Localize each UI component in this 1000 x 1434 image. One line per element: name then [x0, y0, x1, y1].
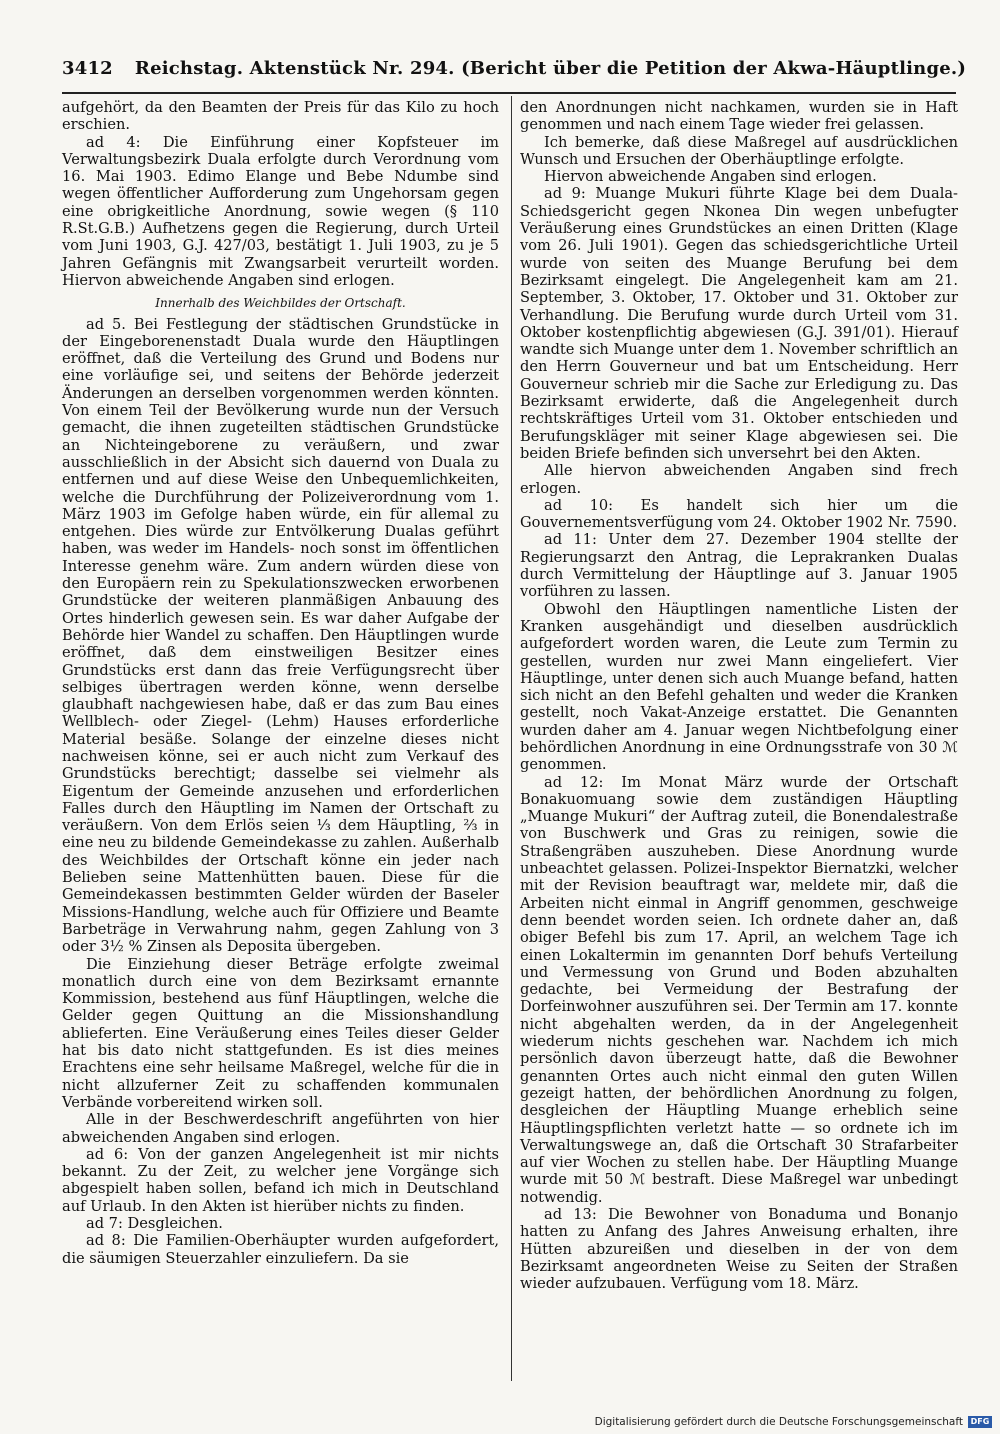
footer [595, 1416, 992, 1428]
paragraph: ad 5. Bei Festlegung der städtischen Grundstücke in der Eingeborenenstadt Duala wurde den Häuptlingen eröffnet, daß die Verteilung des Grund und Bodens nur eine vorläufige sei, und seitens der Behörde jederzeit Änderungen an derselben vorgenommen werden könnten. Von einem Teil der Bevölkerung wurde nun der Versuch gemacht, die ihnen zugeteilten städtischen Grundstücke an Nichteingeborene zu veräußern, und zwar ausschließlich in der Absicht sich dauernd von Duala zu entfernen und auf diese Weise den Unbequemlichkeiten, welche die Durchführung der Polizeiverordnung vom 1. März 1903 im Gefolge haben würde, ein für allemal zu entgehen. Dies würde zur Entvölkerung Dualas geführt haben, was weder im Handels- noch sonst im öffentlichen Interesse genehm wäre. Zum andern würden diese von den Europäern rein zu Spekulationszwecken erworbenen Grundstücke der weiteren planmäßigen Anbauung des Ortes hinderlich gewesen sein. Es war daher Aufgabe der Behörde hier Wandel zu schaffen. Den Häuptlingen wurde eröffnet, daß dem einstweiligen Besitzer eines Grundstücks erst dann das freie Verfügungsrecht über selbiges übertragen werden könne, wenn derselbe glaubhaft nachgewiesen habe, daß er das zum Bau eines Wellblech- oder Ziegel- (Lehm) Hauses erforderliche Material besäße. Solange der einzelne dieses nicht nachweisen könne, sei er auch nicht zum Verkauf des Grundstücks berechtigt; dasselbe sei vielmehr als Eigentum der Gemeinde anzusehen und erforderlichen Falles durch den Häuptling im Namen der Ortschaft zu veräußern. Von dem Erlös seien ⅓ dem Häuptling, ⅔ in eine neu zu bildende Gemeindekasse zu zahlen. Außerhalb des Weichbildes der Ortschaft könne ein jeder nach Belieben seine Mattenhütten bauen. Diese für die Gemeindekassen bestimmten Gelder würden der Baseler Missions-Handlung, welche auch für Offiziere und Beamte Barbeträge in Verwahrung nahm, gegen Zahlung von 3 oder 3½ % Zinsen als Deposita übergeben. [62, 315, 499, 956]
paragraph: ad 10: Es handelt sich hier um die Gouvernementsverfügung vom 24. Oktober 1902 Nr. 7590. [520, 496, 958, 532]
paragraph: Alle in der Beschwerdeschrift angeführten von hier abweichenden Angaben sind erlogen. [62, 1111, 499, 1146]
footer-text: Digitalisierung gefördert durch die Deutsche Forschungsgemeinschaft [594, 1416, 963, 1428]
header-title: Reichstag. Aktenstück Nr. 294. (Bericht über die Petition der Akwa-Häuptlinge.) [134, 58, 967, 79]
paragraph: Hiervon abweichende Angaben sind erlogen. [544, 168, 877, 186]
page-number: 3412 [62, 58, 113, 79]
paragraph: ad 6: Von der ganzen Angelegenheit ist mir nichts bekannt. Zu der Zeit, zu welcher jene Vorgänge sich abgespielt haben sollen, befand ich mich in Deutschland auf Urlaub. In den Akten ist hierüber nichts zu finden. [62, 1145, 499, 1215]
section-subheading: Innerhalb des Weichbildes der Ortschaft. [155, 296, 406, 311]
left-column [62, 99, 499, 1267]
dfg-logo: DFG [968, 1416, 992, 1428]
paragraph: Obwohl den Häuptlingen namentliche Listen der Kranken ausgehändigt und dieselben ausdrücklich aufgefordert worden waren, die Leute zum Termin zu gestellen, wurden nur zwei Mann eingeliefert. Vier Häuptlinge, unter denen sich auch Muange befand, hatten sich nicht an den Befehl gehalten und weder die Kranken gestellt, noch Vakat-Anzeige erstattet. Die Genannten wurden daher am 4. Januar wegen Nichtbefolgung einer behördlichen Anordnung in eine Ordnungsstrafe von 30 ℳ genommen. [520, 600, 958, 774]
paragraph: aufgehört, da den Beamten der Preis für das Kilo zu hoch erschien. [62, 99, 499, 134]
paragraph: ad 13: Die Bewohner von Bonaduma und Bonanjo hatten zu Anfang des Jahres Anweisung erhalten, ihre Hütten abzureißen und dieselben in der von dem Bezirksamt angeordneten Weise zu Seiten der Straßen wieder aufzubauen. Verfügung vom 18. März. [520, 1206, 958, 1293]
paragraph: Alle hiervon abweichenden Angaben sind frech erlogen. [520, 462, 958, 497]
paragraph: ad 4: Die Einführung einer Kopfsteuer im Verwaltungsbezirk Duala erfolgte durch Verordnung vom 16. Mai 1903. Edimo Elange und Bebe Ndumbe sind wegen öffentlicher Aufforderung zum Ungehorsam gegen eine obrigkeitliche Anordnung, sowie wegen (§ 110 R.St.G.B.) Aufhetzens gegen die Regierung, durch Urteil vom Juni 1903, G.J. 427/03, bestätigt 1. Juli 1903, zu je 5 Jahren Gefängnis mit Zwangsarbeit verurteilt worden. Hiervon abweichende Angaben sind erlogen. [62, 133, 499, 289]
paragraph: den Anordnungen nicht nachkamen, wurden sie in Haft genommen und nach einem Tage wieder frei gelassen. [520, 99, 958, 134]
paragraph: ad 9: Muange Mukuri führte Klage bei dem Duala-Schiedsgericht gegen Nkonea Din wegen unbefugter Veräußerung eines Grundstückes an einen Dritten (Klage vom 26. Juli 1901). Gegen das schiedsgerichtliche Urteil wurde von seiten des Muange Berufung bei dem Bezirksamt eingelegt. Die Angelegenheit kam am 21. September, 3. Oktober, 17. Oktober und 31. Oktober zur Verhandlung. Die Berufung wurde durch Urteil vom 31. Oktober kostenpflichtig abgewiesen (G.J. 391/01). Hierauf wandte sich Muange unter dem 1. November schriftlich an den Herrn Gouverneur und bat um Entscheidung. Herr Gouverneur schrieb mir die Sache zur Erledigung zu. Das Bezirksamt erwiderte, daß die Angelegenheit durch rechtskräftiges Urteil vom 31. Oktober entschieden und Berufungskläger mit seiner Klage abgewiesen sei. Die beiden Briefe befinden sich unversehrt bei den Akten. [520, 185, 958, 462]
paragraph: ad 11: Unter dem 27. Dezember 1904 stellte der Regierungsarzt den Antrag, die Leprakranken Dualas durch Vermittelung der Häuptlinge auf 3. Januar 1905 vorführen zu lassen. [520, 531, 958, 601]
right-column [520, 99, 958, 1292]
paragraph: Die Einziehung dieser Beträge erfolgte zweimal monatlich durch eine von dem Bezirksamt ernannte Kommission, bestehend aus fünf Häuptlingen, welche die Gelder gegen Quittung an die Missionshandlung ablieferten. Eine Veräußerung eines Teiles dieser Gelder hat bis dato nicht stattgefunden. Es ist dies meines Erachtens eine sehr heilsame Maßregel, welche für die in nicht allzuferner Zeit zu schaffenden kommunalen Verbände vorbereitend wirken soll. [62, 955, 499, 1111]
paragraph: ad 7: Desgleichen. [86, 1215, 223, 1232]
header-rule [62, 92, 956, 94]
page-header [62, 58, 967, 88]
paragraph: ad 8: Die Familien-Oberhäupter wurden aufgefordert, die säumigen Steuerzahler einzuliefern. Da sie [62, 1232, 499, 1267]
paragraph: ad 12: Im Monat März wurde der Ortschaft Bonakuomuang sowie dem zuständigen Häuptling „Muange Mukuri“ der Auftrag zuteil, die Bonendalestraße von Buschwerk und Gras zu reinigen, sowie die Straßengräben auszuheben. Diese Anordnung wurde unbeachtet gelassen. Polizei-Inspektor Biernatzki, welcher mit der Revision beauftragt war, meldete mir, daß die Arbeiten nicht einmal in Angriff genommen, geschweige denn beendet worden seien. Ich ordnete daher an, daß obiger Befehl bis zum 17. April, an welchem Tage ich einen Lokaltermin im genannten Dorf behufs Verteilung und Vermessung von Grund und Boden abzuhalten gedachte, bei Vermeidung der Bestrafung der Dorfeinwohner auszuführen sei. Der Termin am 17. konnte nicht abgehalten werden, da in der Angelegenheit wiederum nichts geschehen war. Nachdem ich mich persönlich davon überzeugt hatte, daß die Bewohner genannten Ortes auch nicht einmal den guten Willen gezeigt hatten, der behördlichen Anordnung zu folgen, desgleichen der Häuptling Muange erheblich seine Häuptlingspflichten verletzt hatte — so ordnete ich im Verwaltungswege an, daß die Ortschaft 30 Strafarbeiter auf vier Wochen zu stellen habe. Der Häuptling Muange wurde mit 50 ℳ bestraft. Diese Maßregel war unbedingt notwendig. [520, 773, 958, 1206]
column-divider [511, 96, 512, 1381]
paragraph: Ich bemerke, daß diese Maßregel auf ausdrücklichen Wunsch und Ersuchen der Oberhäuptlinge erfolgte. [520, 133, 958, 168]
